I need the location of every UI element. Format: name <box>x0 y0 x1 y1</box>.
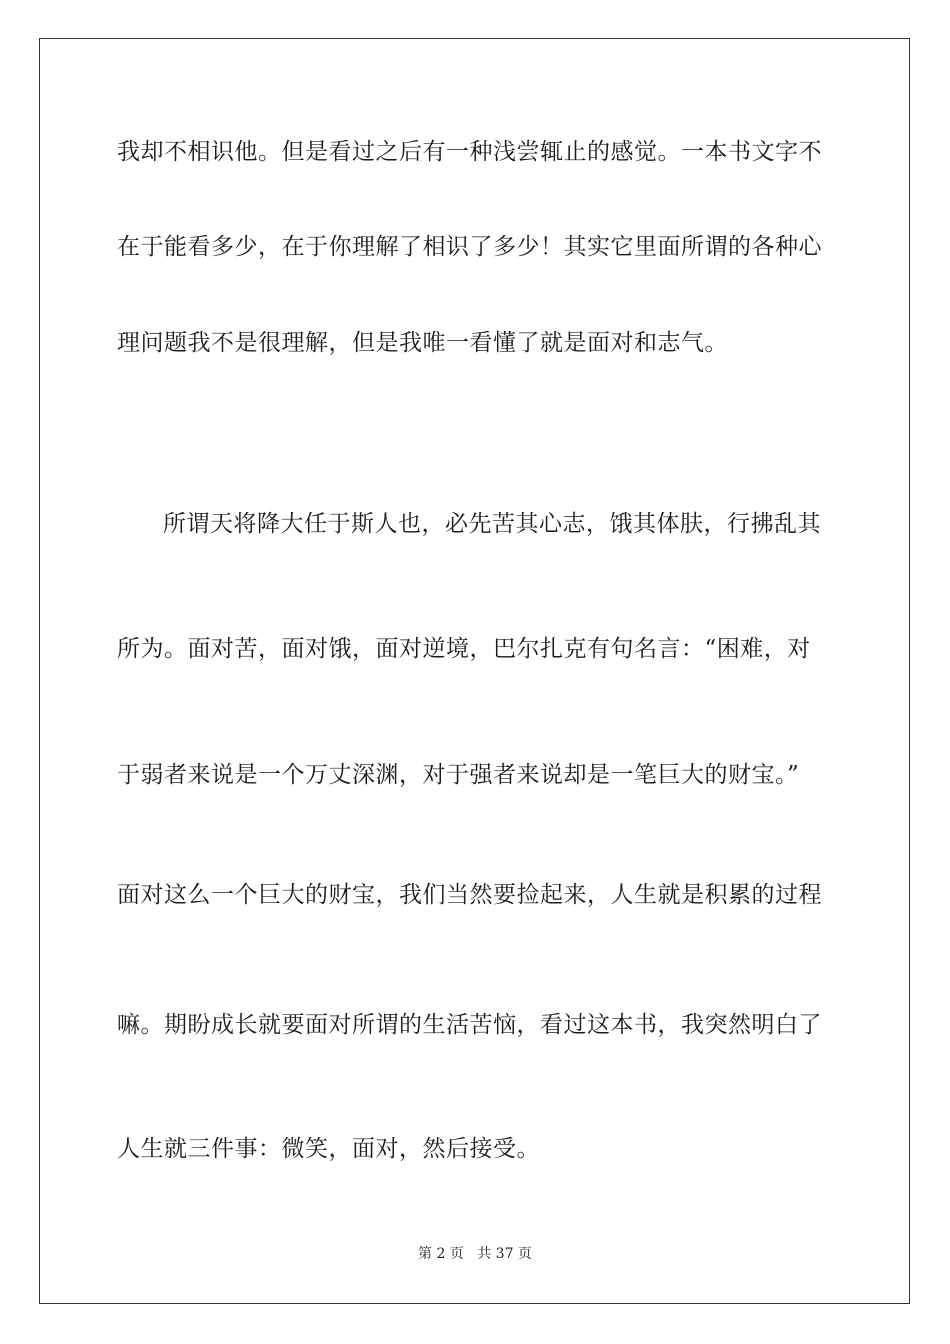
page-footer <box>0 1245 950 1263</box>
page-number: 第 2 页 <box>418 1246 464 1262</box>
text-line-4: 所谓天将降大任于斯人也，必先苦其心志，饿其体肤，行拂乱其 <box>163 511 821 537</box>
text-line-3: 理问题我不是很理解，但是我唯一看懂了就是面对和志气。 <box>117 330 728 356</box>
text-line-7: 面对这么一个巨大的财宝，我们当然要捡起来，人生就是积累的过程 <box>117 882 822 908</box>
text-line-9: 人生就三件事：微笑，面对，然后接受。 <box>117 1136 540 1162</box>
text-line-6: 于弱者来说是一个万丈深渊，对于强者来说却是一笔巨大的财宝。” <box>117 762 800 788</box>
page-border <box>39 38 910 1304</box>
text-line-5: 所为。面对苦，面对饿，面对逆境，巴尔扎克有句名言：“困难，对 <box>117 636 811 662</box>
text-line-1: 我却不相识他。但是看过之后有一种浅尝辄止的感觉。一本书文字不 <box>117 139 822 165</box>
text-line-8: 嘛。期盼成长就要面对所谓的生活苦恼，看过这本书，我突然明白了 <box>117 1012 822 1038</box>
text-line-2: 在于能看多少，在于你理解了相识了多少！其实它里面所谓的各种心 <box>117 234 822 260</box>
page-total: 共 37 页 <box>477 1246 532 1262</box>
